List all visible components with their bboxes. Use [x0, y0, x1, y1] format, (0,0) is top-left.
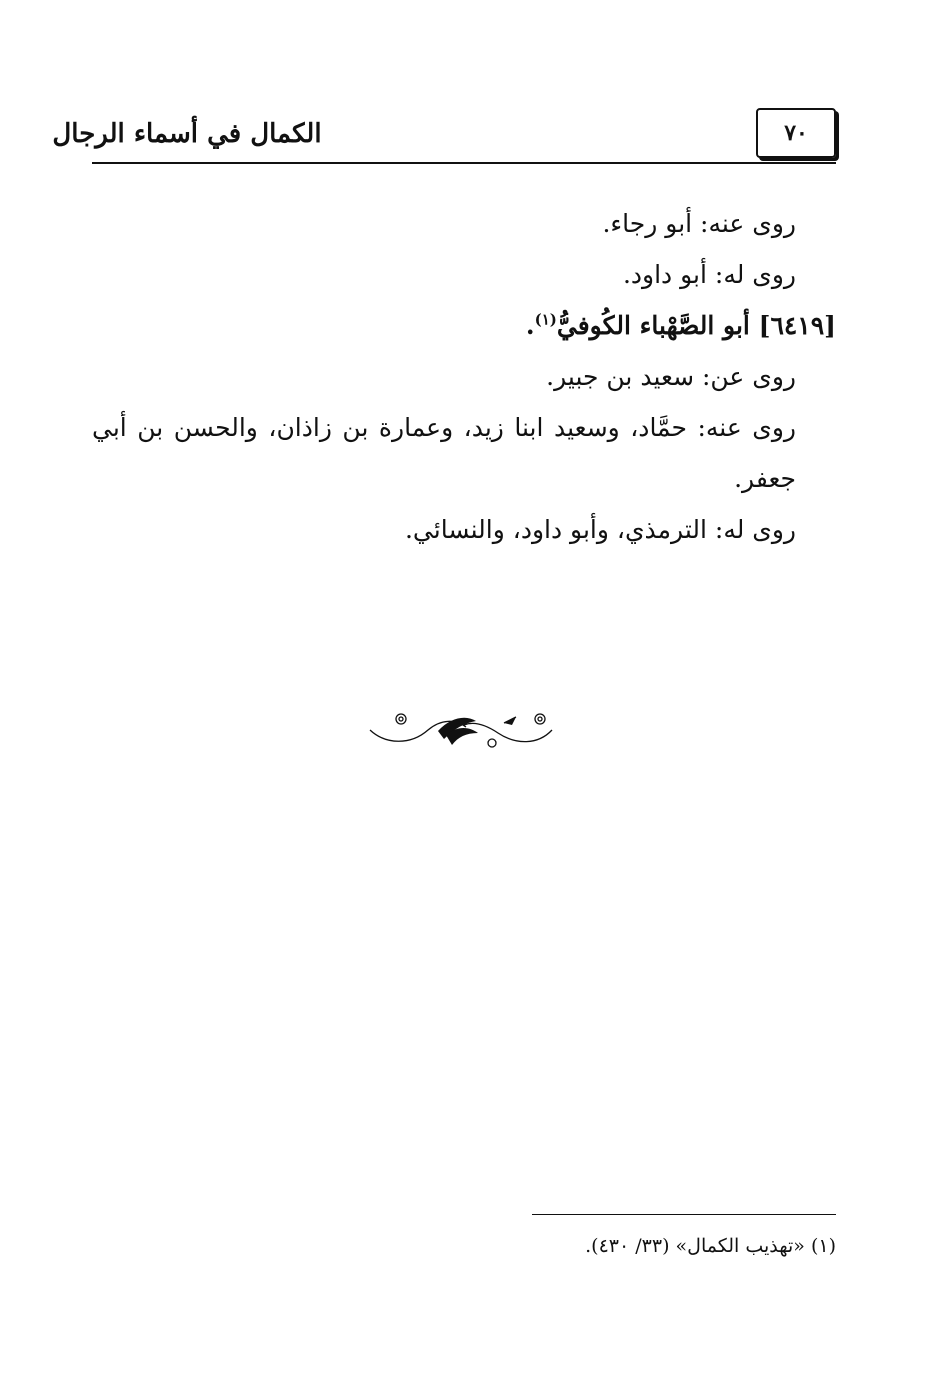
entry-name: أبو الصَّهْباء الكُوفيُّ: [556, 311, 750, 340]
narrator-line: روى عنه: حمَّاد، وسعيد ابنا زيد، وعمارة بن زاذان، والحسن بن أبي جعفر.: [92, 413, 796, 493]
page-number: ٧٠: [756, 108, 836, 158]
narrator-line: روى عن: سعيد بن جبير.: [546, 362, 796, 391]
narrator-line: روى له: أبو داود.: [622, 260, 796, 289]
ornament-divider-icon: [366, 705, 556, 755]
footnote-rule: [532, 1214, 836, 1215]
main-text: [92, 198, 836, 555]
entry-heading: [92, 300, 836, 351]
entry-number: [٦٤١٩]: [758, 311, 836, 340]
footnote: (١) «تهذيب الكمال» (٣٣/ ٤٣٠).: [585, 1235, 836, 1257]
entry-end: .: [525, 311, 535, 340]
header-rule: [92, 162, 836, 164]
narrator-line: روى عنه: أبو رجاء.: [602, 209, 796, 238]
narrator-line: روى له: الترمذي، وأبو داود، والنسائي.: [404, 515, 796, 544]
running-title: الكمال في أسماء الرجال: [52, 119, 322, 149]
page-header: [52, 108, 836, 166]
footnote-reference: (١): [534, 310, 557, 329]
